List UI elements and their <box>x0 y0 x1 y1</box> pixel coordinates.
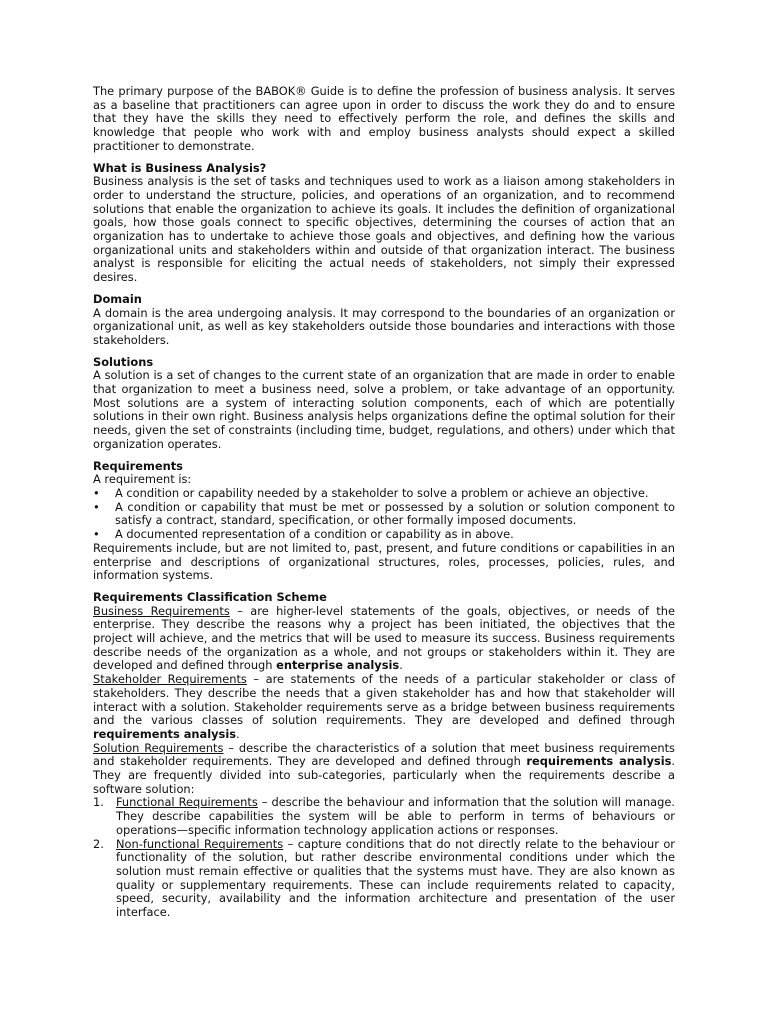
section-what-is-business-analysis <box>93 162 675 285</box>
section-body: A domain is the area undergoing analysis. It may correspond to the boundaries of an organization or organizational unit, as well as key stakeholders outside those boundaries and interactions with those stakeholders. <box>93 305 675 347</box>
intro-paragraph: The primary purpose of the BABOK® Guide is to define the profession of business analysis. It serves as a baseline that practitioners can agree upon in order to discuss the work they do and to ensure that they have the skills they need to effectively perform the role, and defines the skills and knowledge that people who work with and employ business analysts should expect a skilled practitioner to demonstrate. <box>93 84 675 153</box>
business-requirements-term: Business Requirements <box>93 603 230 618</box>
section-heading: Requirements Classification Scheme <box>93 589 327 604</box>
list-number: 2. <box>93 836 104 851</box>
non-functional-requirements-term: Non-functional Requirements <box>116 836 284 851</box>
list-item: 1. Functional Requirements – describe the behaviour and information that the solution will manage. They describe capabilities the system will be able to perform in terms of behaviours or operations—specific information technology application actions or responses. <box>93 795 676 837</box>
requirements-analysis-emphasis: requirements analysis <box>93 726 237 741</box>
bullet-icon: • <box>93 527 100 542</box>
list-item-text: A condition or capability that must be met or possessed by a solution or solution component to satisfy a contract, standard, specification, or other formally imposed documents. <box>115 499 675 528</box>
list-number: 1. <box>93 795 104 810</box>
list-item <box>93 487 675 501</box>
section-heading: Domain <box>93 291 142 306</box>
bullet-icon: • <box>93 485 100 500</box>
section-heading: Requirements <box>93 458 183 473</box>
stakeholder-requirements-term: Stakeholder Requirements <box>93 672 247 687</box>
solution-subtypes-list <box>93 796 675 919</box>
bullet-icon: • <box>93 499 100 514</box>
list-item <box>93 501 675 528</box>
section-domain <box>93 293 675 348</box>
section-solutions <box>93 356 675 452</box>
stakeholder-requirements-paragraph: Stakeholder Requirements – are statements of the needs of a particular stakeholder or class of stakeholders. They describe the needs that a given stakeholder has and how that stakeholder will interact with a solution. Stakeholder requirements serve as a bridge between business requirements and the various classes of solution requirements. They are developed and defined through requirements analysis. <box>93 672 676 741</box>
requirements-bullet-list <box>93 487 675 542</box>
section-requirements <box>93 460 675 583</box>
list-item <box>93 528 675 542</box>
document-page <box>93 85 675 920</box>
list-item-text: A documented representation of a condition or capability as in above. <box>115 527 514 542</box>
section-classification-scheme <box>93 591 675 920</box>
section-body: A solution is a set of changes to the current state of an organization that are made in order to enable that organization to meet a business need, solve a problem, or take advantage of an opportunity. Most solutions are a system of interacting solution components, each of which are potentially solutions in their own right. Business analysis helps organizations define the optimal solution for their needs, given the set of constraints (including time, budget, regulations, and others) under which that organization operates. <box>93 368 675 451</box>
list-item: 2. Non-functional Requirements – capture conditions that do not directly relate to the behaviour or functionality of the solution, but rather describe environmental conditions under which the solution must remain effective or qualities that the systems must have. They are also known as quality or supplementary requirements. These can include requirements related to capacity, speed, security, availability and the information architecture and presentation of the user interface. <box>93 836 675 920</box>
requirements-analysis-emphasis: requirements analysis <box>526 754 672 769</box>
section-heading: What is Business Analysis? <box>93 160 267 175</box>
list-item-text: A condition or capability needed by a stakeholder to solve a problem or achieve an objective. <box>115 485 649 500</box>
section-heading: Solutions <box>93 354 154 369</box>
business-requirements-paragraph: Business Requirements – are higher-level statements of the goals, objectives, or needs of the enterprise. They describe the reasons why a project has been initiated, the objectives that the project will achieve, and the metrics that will be used to measure its success. Business requirements describe needs of the organization as a whole, and not groups or stakeholders within it. They are developed and defined through enterprise analysis. <box>93 603 675 673</box>
requirements-closing: Requirements include, but are not limited to, past, present, and future conditions or capabilities in an enterprise and descriptions of organizational structures, roles, processes, policies, rules, and information systems. <box>93 540 675 583</box>
solution-requirements-paragraph: Solution Requirements – describe the characteristics of a solution that meet business requirements and stakeholder requirements. They are developed and defined through requirements analysis. They are frequently divided into sub-categories, particularly when the requirements describe a software solution: <box>93 740 676 796</box>
functional-requirements-term: Functional Requirements <box>116 795 258 810</box>
requirements-lead: A requirement is: <box>93 472 192 487</box>
section-body: Business analysis is the set of tasks and techniques used to work as a liaison among stakeholders in order to understand the structure, policies, and operations of an organization, and to recommend solutions that enable the organization to achieve its goals. It includes the definition of organizational goals, how those goals connect to specific objectives, determining the courses of action that an organization has to undertake to achieve those goals and objectives, and defining how the various organizational units and stakeholders within and outside of that organization interact. The business analyst is responsible for eliciting the actual needs of stakeholders, not simply their expressed desires. <box>93 174 675 285</box>
solution-requirements-term: Solution Requirements <box>93 740 224 755</box>
enterprise-analysis-emphasis: enterprise analysis <box>276 658 400 673</box>
